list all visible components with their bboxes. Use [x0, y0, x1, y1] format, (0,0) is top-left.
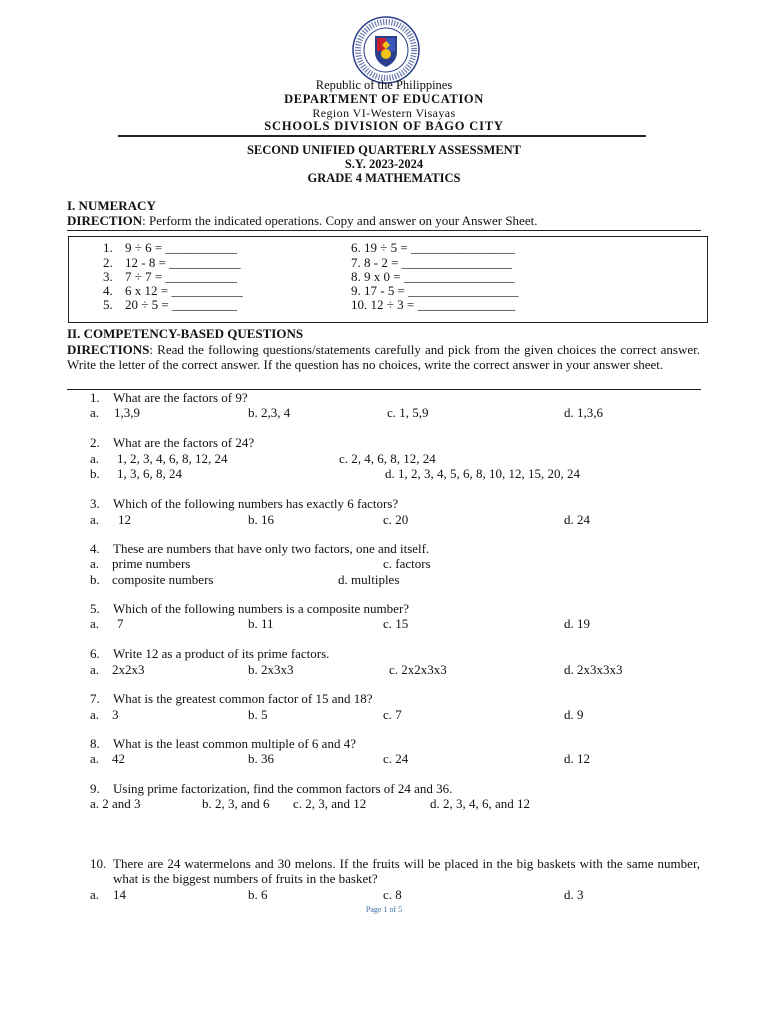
- numeracy-item-6: 6. 19 ÷ 5 = ________________: [351, 240, 515, 255]
- q5-choice-b: b. 11: [248, 616, 274, 631]
- direction-text: : Perform the indicated operations. Copy and answer on your Answer Sheet.: [142, 213, 538, 228]
- question-5-text: Which of the following numbers is a composite number?: [113, 601, 410, 616]
- q4-choice-d: d. multiples: [338, 572, 400, 587]
- numeracy-expr-5: 20 ÷ 5 = __________: [125, 297, 237, 312]
- q4-choice-c: c. factors: [383, 556, 431, 571]
- q1-choice-c: c. 1, 5,9: [387, 405, 429, 420]
- q5-choice-c: c. 15: [383, 616, 409, 631]
- numeracy-expr-4: 6 x 12 = ___________: [125, 283, 243, 298]
- q7-choice-b: b. 5: [248, 707, 268, 722]
- q2-choice-b-letter: b.: [90, 466, 100, 481]
- school-year: S.Y. 2023-2024: [344, 157, 424, 171]
- question-3-number: 3.: [90, 496, 100, 511]
- division-name: SCHOOLS DIVISION OF BAGO CITY: [264, 119, 504, 133]
- q6-choice-a: 2x2x3: [112, 662, 145, 677]
- header-divider: [118, 135, 646, 137]
- numeracy-item-7: 7. 8 - 2 = _________________: [351, 255, 513, 270]
- q2-choice-a-letter: a.: [90, 451, 100, 466]
- page-number: Page 1 of 5: [365, 905, 403, 914]
- region-line: Region VI-Western Visayas: [312, 106, 456, 120]
- q10-choice-b: b. 6: [248, 887, 268, 902]
- q8-choice-b: b. 36: [248, 751, 274, 766]
- q6-choice-b: b. 2x3x3: [248, 662, 294, 677]
- q3-choice-d: d. 24: [564, 512, 590, 527]
- question-10-text: There are 24 watermelons and 30 melons. If the fruits will be placed in the big baskets with the same number, what is the biggest numbers of fruits in the basket?: [113, 856, 700, 887]
- q10-choice-c: c. 8: [383, 887, 402, 902]
- question-4-text: These are numbers that have only two factors, one and itself.: [113, 541, 430, 556]
- q10-choice-d: d. 3: [564, 887, 584, 902]
- q3-choice-b: b. 16: [248, 512, 274, 527]
- q9-choice-a: a. 2 and 3: [90, 796, 141, 811]
- q6-choice-c: c. 2x2x3x3: [389, 662, 447, 677]
- question-2-text: What are the factors of 24?: [113, 435, 255, 450]
- q7-choice-c: c. 7: [383, 707, 402, 722]
- numeracy-expr-2: 12 - 8 = ___________: [125, 255, 241, 270]
- competency-heading: II. COMPETENCY-BASED QUESTIONS: [67, 326, 304, 341]
- numeracy-item-5: 5.: [103, 297, 113, 312]
- q8-choice-c: c. 24: [383, 751, 409, 766]
- question-9-text: Using prime factorization, find the common factors of 24 and 36.: [113, 781, 453, 796]
- q1-choice-a: 1,3,9: [114, 405, 140, 420]
- q1-choice-d: d. 1,3,6: [564, 405, 603, 420]
- numeracy-item-9: 9. 17 - 5 = _________________: [351, 283, 519, 298]
- department-name: DEPARTMENT OF EDUCATION: [284, 92, 484, 106]
- q4-choice-b-letter: b.: [90, 572, 100, 587]
- q2-choice-d: d. 1, 2, 3, 4, 5, 6, 8, 10, 12, 15, 20, 24: [385, 466, 580, 481]
- q7-choice-a: 3: [112, 707, 119, 722]
- q5-choice-d: d. 19: [564, 616, 590, 631]
- q4-choice-b: composite numbers: [112, 572, 214, 587]
- q6-choice-a-letter: a.: [90, 662, 100, 677]
- numeracy-expr-3: 7 ÷ 7 = ___________: [125, 269, 237, 284]
- numeracy-item-3: 3.: [103, 269, 113, 284]
- direction-label: DIRECTION: [67, 213, 143, 228]
- question-8-text: What is the least common multiple of 6 and 4?: [113, 736, 356, 751]
- question-4-number: 4.: [90, 541, 100, 556]
- directions-text: : Read the following questions/statements carefully and pick from the given choices the correct answer. Write the letter of the correct answer. If the question has no choices, write the correct answer in your answer sheet.: [67, 342, 700, 373]
- question-1-number: 1.: [90, 390, 100, 405]
- q10-choice-a-letter: a.: [90, 887, 100, 902]
- question-7-text: What is the greatest common factor of 15 and 18?: [113, 691, 373, 706]
- q1-choice-a-letter: a.: [90, 405, 100, 420]
- q10-choice-a: 14: [113, 887, 126, 902]
- directions-label: DIRECTIONS: [67, 342, 150, 357]
- q4-choice-a: prime numbers: [112, 556, 191, 571]
- direction-underline: [67, 230, 701, 231]
- question-2-number: 2.: [90, 435, 100, 450]
- republic-line: Republic of the Philippines: [315, 78, 453, 92]
- question-6-number: 6.: [90, 646, 100, 661]
- q9-choice-b: b. 2, 3, and 6: [202, 796, 270, 811]
- q9-choice-c: c. 2, 3, and 12: [293, 796, 367, 811]
- numeracy-item-8: 8. 9 x 0 = _________________: [351, 269, 515, 284]
- q5-choice-a: 7: [117, 616, 124, 631]
- q7-choice-a-letter: a.: [90, 707, 100, 722]
- competency-directions: [67, 342, 700, 373]
- question-5-number: 5.: [90, 601, 100, 616]
- q3-choice-c: c. 20: [383, 512, 409, 527]
- q7-choice-d: d. 9: [564, 707, 584, 722]
- q4-choice-a-letter: a.: [90, 556, 100, 571]
- numeracy-item-1: 1.: [103, 240, 113, 255]
- q8-choice-a-letter: a.: [90, 751, 100, 766]
- q1-choice-b: b. 2,3, 4: [248, 405, 291, 420]
- numeracy-item-4: 4.: [103, 283, 113, 298]
- q2-choice-a: 1, 2, 3, 4, 6, 8, 12, 24: [117, 451, 228, 466]
- q8-choice-d: d. 12: [564, 751, 590, 766]
- q8-choice-a: 42: [112, 751, 125, 766]
- assessment-title: SECOND UNIFIED QUARTERLY ASSESSMENT: [246, 143, 522, 157]
- question-8-number: 8.: [90, 736, 100, 751]
- q3-choice-a: 12: [118, 512, 131, 527]
- numeracy-expr-1: 9 ÷ 6 = ___________: [125, 240, 237, 255]
- question-10-number: 10.: [90, 856, 107, 871]
- question-3-text: Which of the following numbers has exactly 6 factors?: [113, 496, 399, 511]
- q6-choice-d: d. 2x3x3x3: [564, 662, 623, 677]
- q2-choice-b: 1, 3, 6, 8, 24: [117, 466, 182, 481]
- grade-subject: GRADE 4 MATHEMATICS: [307, 171, 461, 185]
- q9-choice-d: d. 2, 3, 4, 6, and 12: [430, 796, 531, 811]
- numeracy-heading: I. NUMERACY: [67, 198, 156, 213]
- deped-seal-logo: [352, 16, 420, 84]
- numeracy-item-10: 10. 12 ÷ 3 = _______________: [351, 297, 515, 312]
- q5-choice-a-letter: a.: [90, 616, 100, 631]
- q2-choice-c: c. 2, 4, 6, 8, 12, 24: [339, 451, 436, 466]
- question-9-number: 9.: [90, 781, 100, 796]
- q3-choice-a-letter: a.: [90, 512, 100, 527]
- question-7-number: 7.: [90, 691, 100, 706]
- numeracy-item-2: 2.: [103, 255, 113, 270]
- question-1-text: What are the factors of 9?: [113, 390, 248, 405]
- numeracy-direction: [67, 213, 537, 229]
- question-6-text: Write 12 as a product of its prime factors.: [113, 646, 330, 661]
